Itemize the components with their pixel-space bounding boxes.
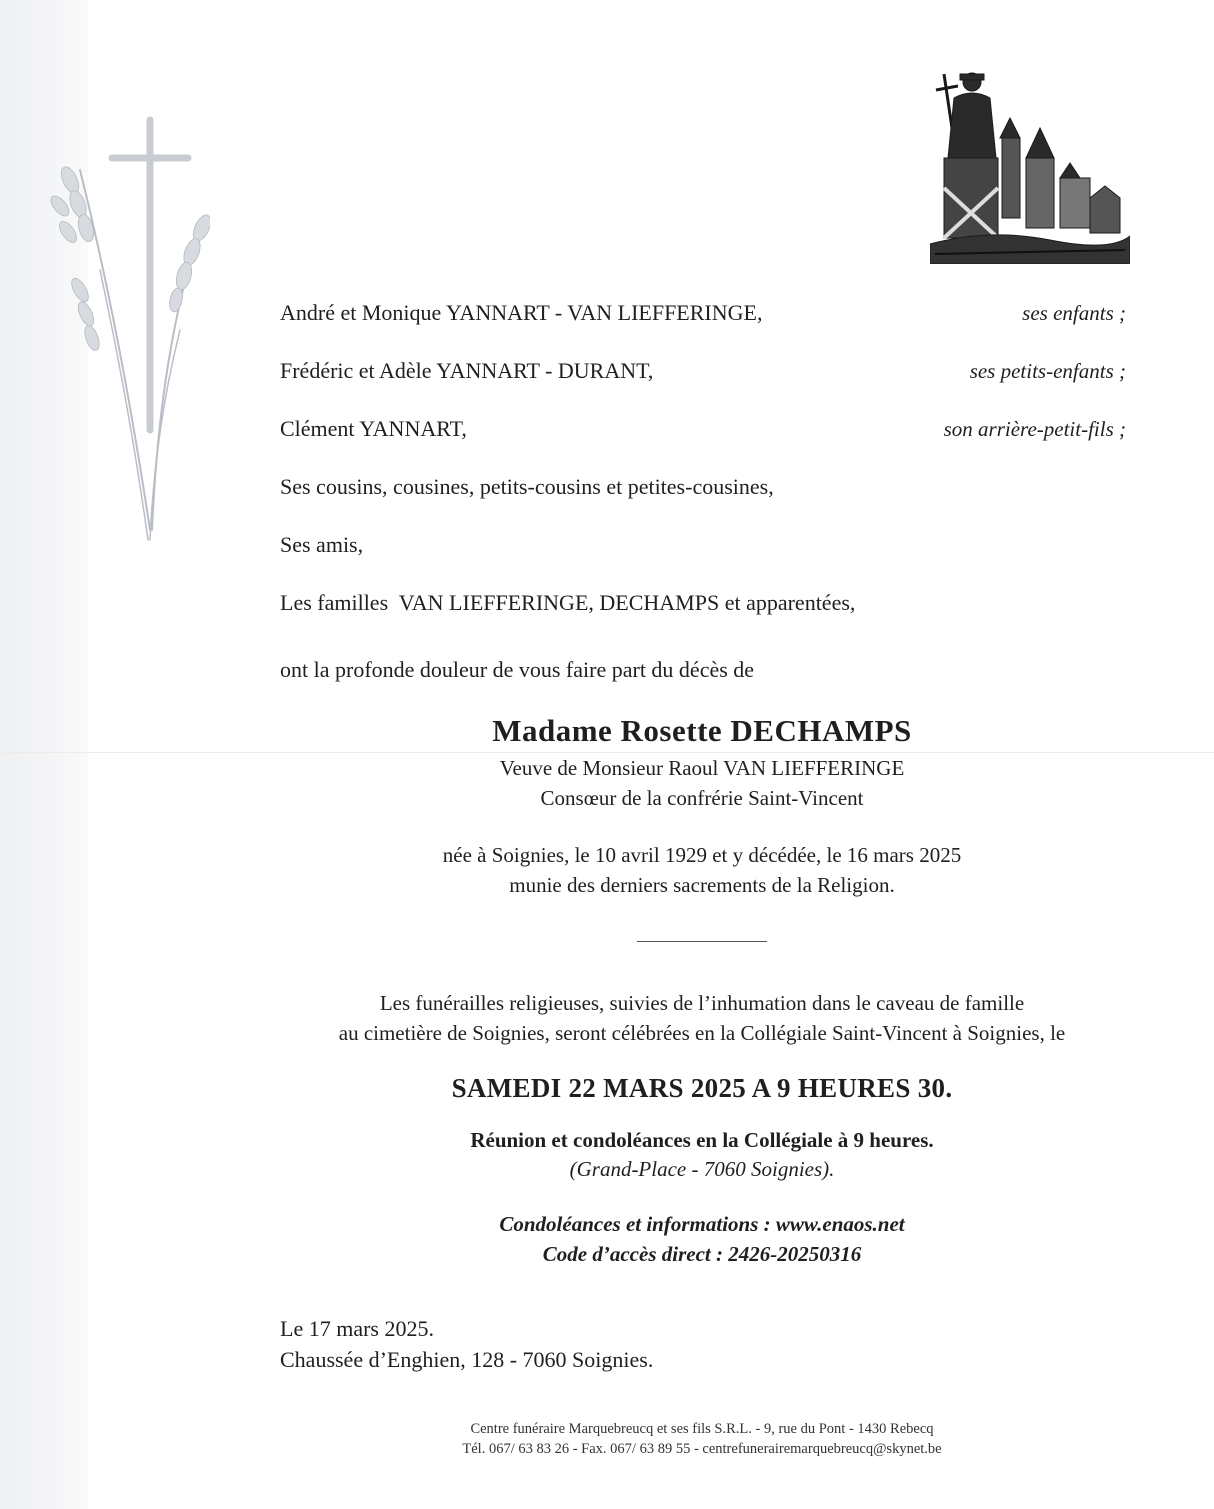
birth-death-block [300, 840, 1104, 900]
relatives-line: Les familles VAN LIEFFERINGE, DECHAMPS et apparentées, [280, 590, 856, 615]
cross-with-wheat-icon [40, 110, 210, 550]
saint-vincent-collegiate-engraving [930, 68, 1130, 264]
funeral-date-block [300, 1073, 1104, 1104]
footer-line: Tél. 067/ 63 83 26 - Fax. 067/ 63 89 55 - centrefunerairemarquebreucq@skynet.be [462, 1441, 942, 1457]
family-row [280, 416, 1126, 442]
funeral-home-footer [300, 1419, 1104, 1459]
family-relation: ses enfants ; [1022, 301, 1126, 325]
family-row [280, 300, 1126, 326]
access-code: Code d’accès direct : 2426-20250316 [542, 1242, 862, 1266]
meeting-block [300, 1128, 1104, 1182]
condolences-block [300, 1209, 1104, 1269]
family-name: André et Monique YANNART - VAN LIEFFERINGE, [280, 300, 763, 325]
announcement-text: ont la profonde douleur de vous faire part du décès de [280, 657, 755, 682]
closing-address: Chaussée d’Enghien, 128 - 7060 Soignies. [280, 1347, 654, 1372]
family-row [280, 358, 1126, 384]
family-name: Clément YANNART, [280, 416, 467, 441]
relatives-line: Ses cousins, cousines, petits-cousins et petites-cousines, [280, 474, 774, 499]
deceased-block [300, 713, 1104, 813]
deceased-name: Madame Rosette DECHAMPS [492, 713, 912, 748]
condolences-info: Condoléances et informations : www.enaos.net [499, 1212, 905, 1236]
footer-line: Centre funéraire Marquebreucq et ses fils S.R.L. - 9, rue du Pont - 1430 Rebecq [470, 1421, 934, 1437]
born-died-text: née à Soignies, le 10 avril 1929 et y décédée, le 16 mars 2025 [442, 843, 962, 867]
meeting-address: (Grand-Place - 7060 Soignies). [569, 1157, 835, 1181]
funeral-block [300, 988, 1104, 1048]
family-relation: ses petits-enfants ; [969, 359, 1126, 383]
closing-block [280, 1313, 653, 1375]
confraternity-title: Consœur de la confrérie Saint-Vincent [540, 786, 864, 810]
funeral-line: au cimetière de Soignies, seront célébrées en la Collégiale Saint-Vincent à Soignies, le [338, 1021, 1066, 1045]
widow-of: Veuve de Monsieur Raoul VAN LIEFFERINGE [499, 756, 905, 780]
section-divider [637, 941, 767, 942]
relatives-line: Ses amis, [280, 532, 364, 557]
closing-date: Le 17 mars 2025. [280, 1316, 434, 1341]
sacraments-text: munie des derniers sacrements de la Religion. [509, 873, 895, 897]
family-name: Frédéric et Adèle YANNART - DURANT, [280, 358, 654, 383]
meeting-text: Réunion et condoléances en la Collégiale à 9 heures. [470, 1128, 934, 1152]
funeral-line: Les funérailles religieuses, suivies de l’inhumation dans le caveau de famille [379, 991, 1025, 1015]
funeral-date: SAMEDI 22 MARS 2025 A 9 HEURES 30. [451, 1073, 953, 1103]
family-relation: son arrière-petit-fils ; [943, 417, 1126, 441]
